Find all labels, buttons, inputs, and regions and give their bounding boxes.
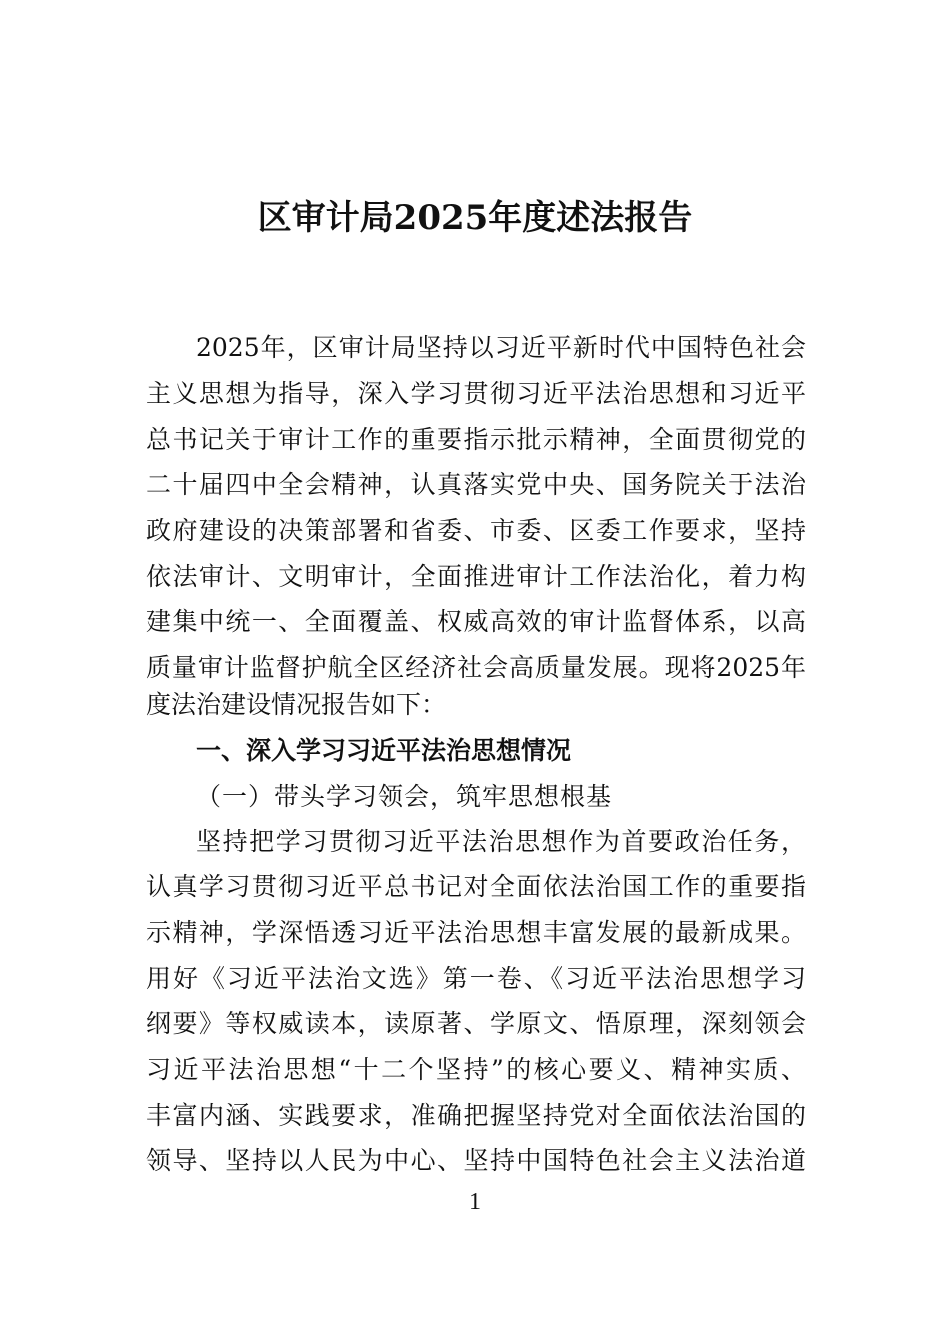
intro-line: 建集中统一、全面覆盖、权威高效的审计监督体系，以高 [146,607,806,636]
intro-line: 二十届四中全会精神，认真落实党中央、国务院关于法治 [146,470,806,499]
intro-line: 质量审计监督护航全区经济社会高质量发展。现将2025年 [146,653,806,682]
body-line: 习近平法治思想“十二个坚持”的核心要义、精神实质、 [146,1055,806,1084]
subsection-heading: （一）带头学习领会，筑牢思想根基 [196,782,613,811]
document-title: 区审计局2025年度述法报告 [257,198,693,238]
body-line: 坚持把学习贯彻习近平法治思想作为首要政治任务， [196,827,806,856]
body-line: 示精神，学深悟透习近平法治思想丰富发展的最新成果。 [146,918,806,947]
body-line: 认真学习贯彻习近平总书记对全面依法治国工作的重要指 [146,872,806,901]
intro-line: 主义思想为指导，深入学习贯彻习近平法治思想和习近平 [146,379,806,408]
intro-line: 总书记关于审计工作的重要指示批示精神，全面贯彻党的 [146,425,806,454]
section-heading: 一、深入学习习近平法治思想情况 [196,736,572,765]
page-number: 1 [469,1189,481,1215]
intro-line: 政府建设的决策部署和省委、市委、区委工作要求，坚持 [146,516,806,545]
body-line: 领导、坚持以人民为中心、坚持中国特色社会主义法治道 [146,1146,806,1175]
body-line: 用好《习近平法治文选》第一卷、《习近平法治思想学习 [146,964,806,993]
intro-line: 2025年，区审计局坚持以习近平新时代中国特色社会 [196,333,806,362]
intro-line: 依法审计、文明审计，全面推进审计工作法治化，着力构 [146,562,806,591]
body-line: 丰富内涵、实践要求，准确把握坚持党对全面依法治国的 [146,1101,806,1130]
body-line: 纲要》等权威读本，读原著、学原文、悟原理，深刻领会 [146,1009,806,1038]
intro-line: 度法治建设情况报告如下： [146,690,447,719]
